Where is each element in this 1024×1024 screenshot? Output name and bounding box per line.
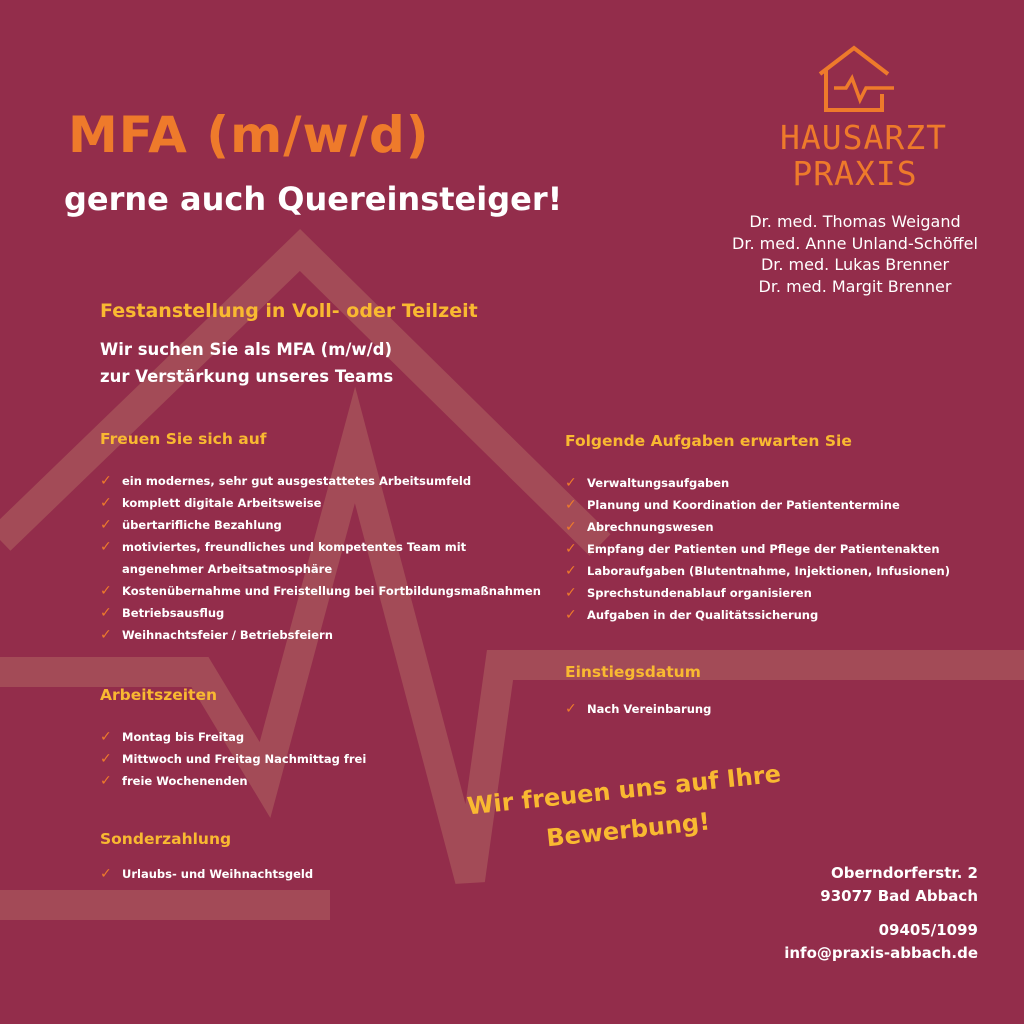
list-item: ✓ Montag bis Freitag <box>100 726 366 748</box>
list-item: ✓ Sprechstundenablauf organisieren <box>565 582 950 604</box>
employment-line: zur Verstärkung unseres Teams <box>100 367 394 386</box>
checkmark-icon: ✓ <box>100 605 112 621</box>
checkmark-icon: ✓ <box>100 539 112 555</box>
email-address: info@praxis-abbach.de <box>784 943 978 962</box>
list-item-continuation: angenehmer Arbeitsatmosphäre <box>122 562 333 576</box>
list-item: ✓ motiviertes, freundliches und kompetentes Team mit <box>100 536 541 558</box>
checkmark-icon: ✓ <box>565 607 577 623</box>
checkmark-icon: ✓ <box>565 563 577 579</box>
job-title: MFA (m/w/d) <box>68 106 430 164</box>
tasks-title: Folgende Aufgaben erwarten Sie <box>565 432 852 450</box>
doctor-name: Dr. med. Lukas Brenner <box>760 255 950 274</box>
list-item: ✓ Urlaubs- und Weihnachtsgeld <box>100 863 313 885</box>
checkmark-icon: ✓ <box>100 729 112 745</box>
checkmark-icon: ✓ <box>565 497 577 513</box>
list-item: ✓ Planung und Koordination der Patiententermine <box>565 494 950 516</box>
bonus-list <box>100 863 313 885</box>
list-item: ✓ Mittwoch und Freitag Nachmittag frei <box>100 748 366 770</box>
hours-title: Arbeitszeiten <box>100 686 217 704</box>
address-street: Oberndorferstr. 2 <box>831 864 978 882</box>
doctors-list <box>730 211 980 297</box>
checkmark-icon: ✓ <box>565 519 577 535</box>
list-item: ✓ Weihnachtsfeier / Betriebsfeiern <box>100 624 541 646</box>
bonus-title: Sonderzahlung <box>100 830 232 848</box>
checkmark-icon: ✓ <box>100 627 112 643</box>
checkmark-icon: ✓ <box>100 751 112 767</box>
hours-list <box>100 726 366 792</box>
logo-line-praxis: PRAXIS <box>792 154 918 193</box>
benefits-list <box>100 470 541 646</box>
employment-line: Wir suchen Sie als MFA (m/w/d) <box>100 340 393 359</box>
checkmark-icon: ✓ <box>100 583 112 599</box>
house-heartbeat-icon <box>816 44 896 112</box>
list-item: ✓ komplett digitale Arbeitsweise <box>100 492 541 514</box>
address-city: 93077 Bad Abbach <box>820 886 978 905</box>
checkmark-icon: ✓ <box>100 517 112 533</box>
employment-title: Festanstellung in Voll- oder Teilzeit <box>100 300 478 322</box>
closing-line: Wir freuen uns auf Ihre <box>465 759 783 821</box>
checkmark-icon: ✓ <box>100 473 112 489</box>
checkmark-icon: ✓ <box>565 475 577 491</box>
doctor-name: Dr. med. Anne Unland-Schöffel <box>732 233 978 253</box>
list-item: ✓ Kostenübernahme und Freistellung bei Fortbildungsmaßnahmen <box>100 580 541 602</box>
list-item: ✓ übertarifliche Bezahlung <box>100 514 541 536</box>
closing-line: Bewerbung! <box>544 807 712 853</box>
doctor-name: Dr. med. Margit Brenner <box>758 276 952 296</box>
checkmark-icon: ✓ <box>100 773 112 789</box>
start-list <box>565 698 711 720</box>
tasks-list <box>565 472 950 626</box>
list-item: ✓ Abrechnungswesen <box>565 516 950 538</box>
list-item: ✓ Empfang der Patienten und Pflege der Patientenakten <box>565 538 950 560</box>
checkmark-icon: ✓ <box>100 495 112 511</box>
doctor-name: Dr. med. Thomas Weigand <box>749 212 961 231</box>
logo-line-hausarzt: HAUSARZT <box>780 118 947 157</box>
job-subtitle: gerne auch Quereinsteiger! <box>64 180 563 218</box>
checkmark-icon: ✓ <box>565 701 577 717</box>
list-item: ✓ Nach Vereinbarung <box>565 698 711 720</box>
list-item: ✓ Laboraufgaben (Blutentnahme, Injektionen, Infusionen) <box>565 560 950 582</box>
employment-description <box>100 336 393 390</box>
list-item: ✓ Aufgaben in der Qualitätssicherung <box>565 604 950 626</box>
benefits-title: Freuen Sie sich auf <box>100 430 267 448</box>
checkmark-icon: ✓ <box>565 541 577 557</box>
practice-logo <box>780 44 947 193</box>
checkmark-icon: ✓ <box>565 585 577 601</box>
checkmark-icon: ✓ <box>100 866 112 882</box>
list-item: ✓ freie Wochenenden <box>100 770 366 792</box>
phone-number: 09405/1099 <box>878 921 978 939</box>
list-item: ✓ ein modernes, sehr gut ausgestattetes Arbeitsumfeld <box>100 470 541 492</box>
list-item: ✓ Verwaltungsaufgaben <box>565 472 950 494</box>
start-title: Einstiegsdatum <box>565 663 701 681</box>
contact-block <box>760 862 978 964</box>
list-item: ✓ Betriebsausflug <box>100 602 541 624</box>
